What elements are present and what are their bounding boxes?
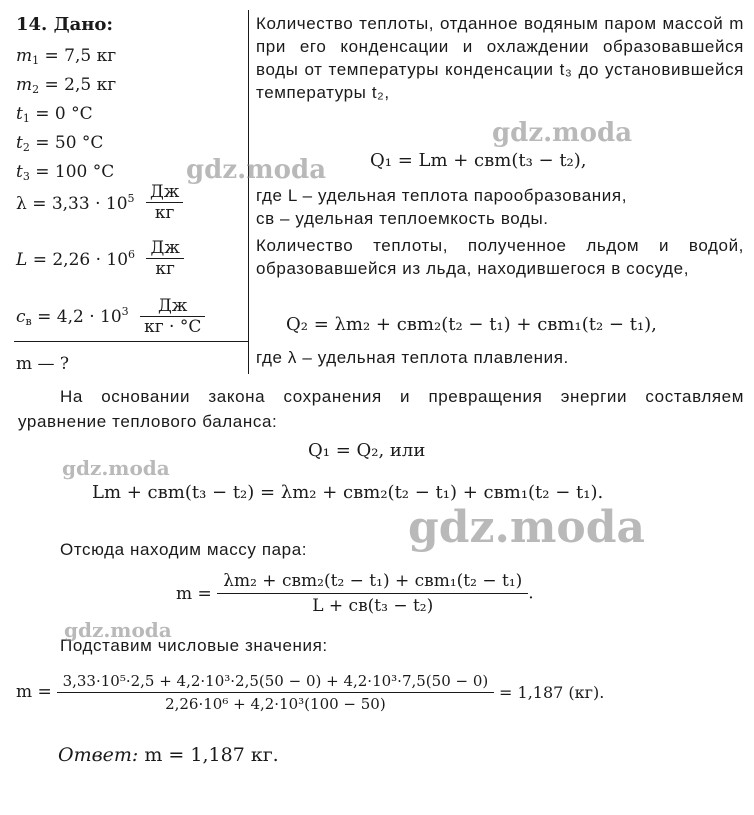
given-m2: $m_2 = 2,5$ кг <box>16 75 117 96</box>
solution-definition-L: где L – удельная теплота парообразования, <box>256 186 628 205</box>
mass-denominator: L + cв(t₃ − t₂) <box>312 596 434 617</box>
unknown-label: m — ? <box>16 354 70 374</box>
calc-denominator: 2,26·10⁶ + 4,2·10³(100 − 50) <box>165 695 386 713</box>
watermark: gdz.moda <box>492 118 633 148</box>
unit-numerator: Дж <box>146 238 183 259</box>
given-L: $L = 2,26 \cdot 10^6$ $\frac{Дж}{кг}$ <box>16 238 184 280</box>
calc-formula <box>16 672 604 713</box>
answer-value: m = 1,187 кг. <box>144 744 279 766</box>
given-t2: $t_2 = 50$ °С <box>16 133 104 154</box>
unit-denominator: кг <box>155 259 175 280</box>
watermark: gdz.moda <box>408 502 646 553</box>
watermark: gdz.moda <box>186 155 327 185</box>
mass-formula-lhs: m = <box>176 583 212 604</box>
balance-full-equation: Lm + cвm(t₃ − t₂) = λm₂ + cвm₂(t₂ − t₁) + cвm₁(t₂ − t₁). <box>92 482 604 503</box>
given-cv: $c_в = 4,2 \cdot 10^3$ $\frac{Дж}{кг \cdot ^\circ С}$ <box>16 296 205 338</box>
solution-definition-lambda: где λ – удельная теплота плавления. <box>256 348 569 367</box>
given-lambda: $\lambda = 3,33 \cdot 10^5$ $\frac{Дж}{кг}$ <box>16 182 183 224</box>
q2-formula: Q₂ = λm₂ + cвm₂(t₂ − t₁) + cвm₁(t₂ − t₁), <box>286 314 657 335</box>
problem-number: 14. Дано: <box>16 14 114 35</box>
unit-denominator: кг <box>154 203 175 224</box>
given-divider-horizontal <box>14 341 248 342</box>
answer-line <box>58 744 279 767</box>
solution-paragraph-1: Количество теплоты, отданное водяным паром массой m при его конденсации и охлаждении образовавшейся воды от температуры конденсации t₃ до установившейся температуры t₂, <box>256 14 744 102</box>
solution-definition-cv: cв – удельная теплоемкость воды. <box>256 209 549 228</box>
calc-numerator: 3,33·10⁵·2,5 + 4,2·10³·2,5(50 − 0) + 4,2·10³·7,5(50 − 0) <box>57 672 495 693</box>
watermark: gdz.moda <box>64 618 172 642</box>
answer-label: Ответ: <box>58 744 139 766</box>
q1-formula: Q₁ = Lm + cвm(t₃ − t₂), <box>370 150 587 171</box>
solution-paragraph-3: Количество теплоты, полученное льдом и водой, образовавшейся из льда, находившегося в сосуде, <box>256 236 744 278</box>
given-t3: $t_3 = 100$ °С <box>16 162 115 183</box>
given-divider-vertical <box>248 10 249 374</box>
solution-paragraph-5: На основании закона сохранения и превращения энергии составляем уравнение теплового баланса: <box>18 387 744 431</box>
unit-numerator: Дж <box>146 182 183 203</box>
mass-formula: m = λm₂ + cвm₂(t₂ − t₁) + cвm₁(t₂ − t₁) L + cв(t₃ − t₂) . <box>176 571 534 617</box>
solution-paragraph-6: Отсюда находим массу пара: <box>60 540 308 559</box>
calc-result: = 1,187 (кг). <box>499 682 605 702</box>
watermark: gdz.moda <box>62 456 170 480</box>
given-m1: $m_1 = 7,5$ кг <box>16 46 117 67</box>
given-t1: $t_1 = 0$ °С <box>16 104 93 125</box>
solution-paragraph-7: Подставим числовые значения: <box>60 636 328 655</box>
unit-numerator: Дж <box>140 296 205 317</box>
balance-equation: Q₁ = Q₂, или <box>308 440 426 461</box>
calc-lhs: m = <box>16 682 52 703</box>
mass-fraction <box>217 571 528 617</box>
mass-numerator: λm₂ + cвm₂(t₂ − t₁) + cвm₁(t₂ − t₁) <box>217 571 528 594</box>
calc-fraction <box>57 672 495 713</box>
unit-denominator: кг · °С <box>144 317 202 338</box>
